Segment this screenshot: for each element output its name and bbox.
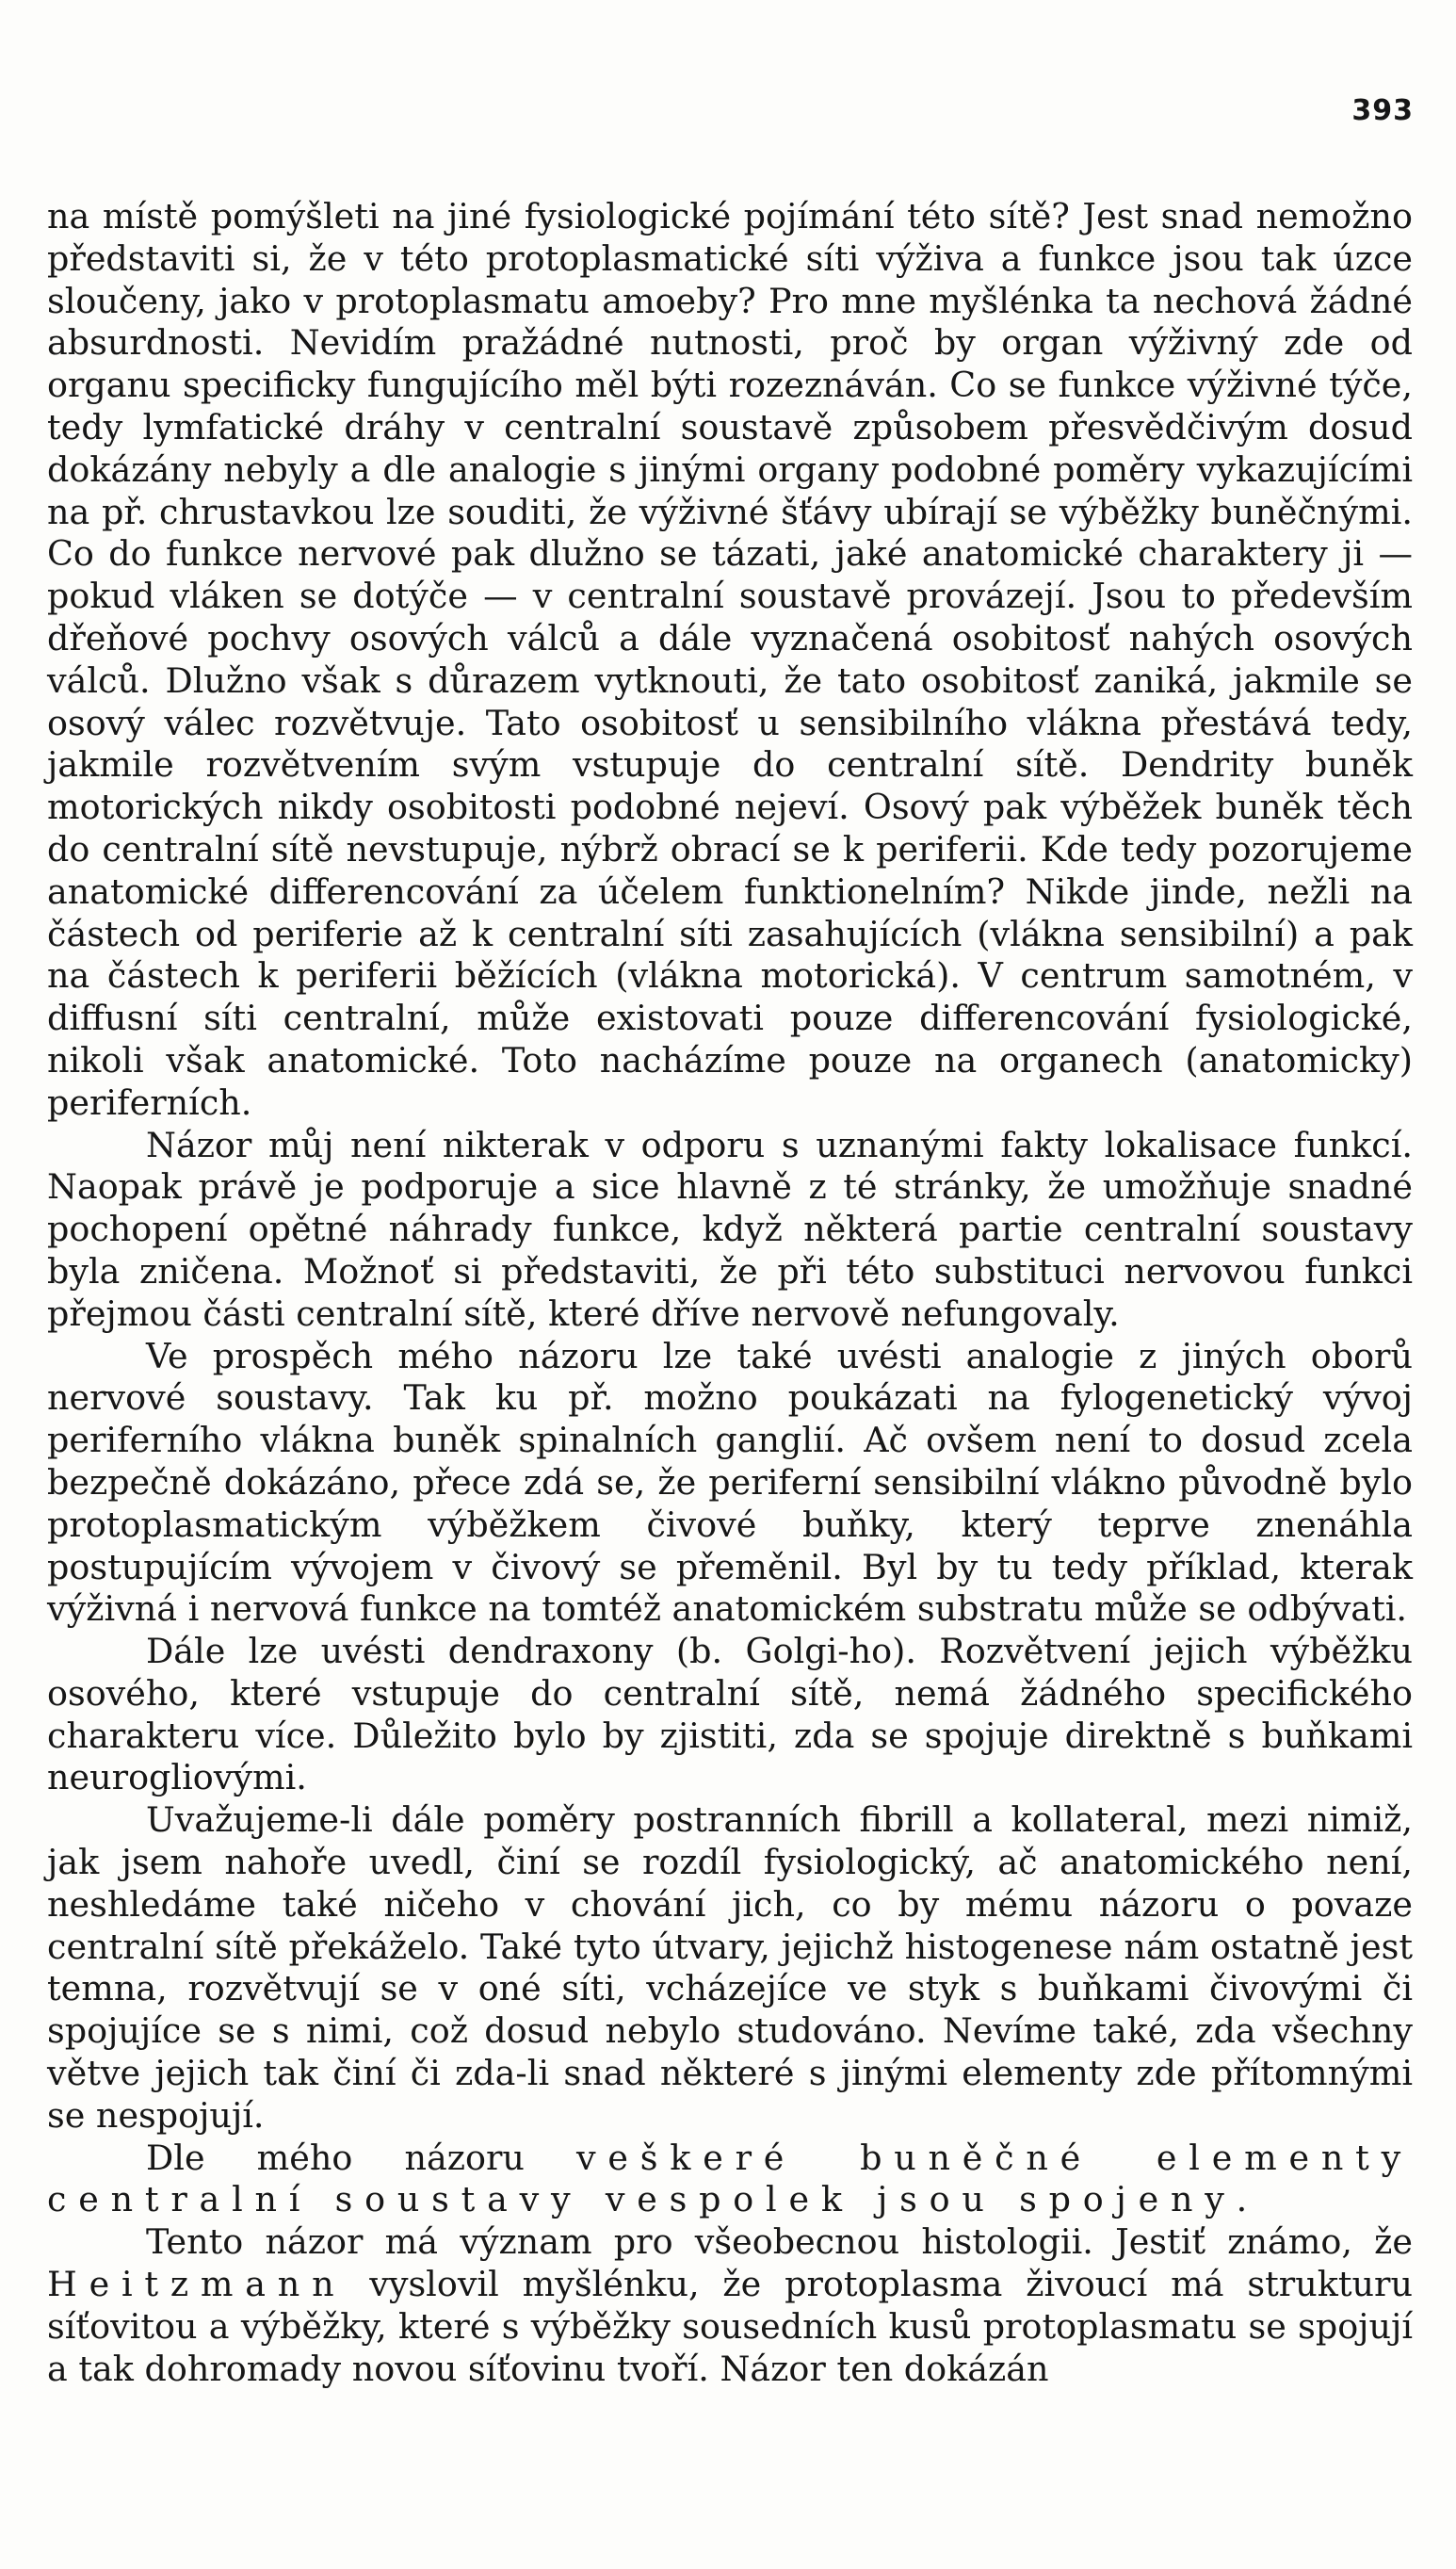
paragraph-text: Dle mého názoru: [146, 2137, 577, 2178]
paragraph-text: .: [1236, 2179, 1248, 2220]
paragraph-text: Názor můj není nikterak v odporu s uznanými fakty lokalisace funkcí. Naopak právě je podporuje a sice hlavně z té stránky, že umožňuje snadné pochopení opětné náhrady funkce, když některá partie centralní soustavy byla zničena. Možnoť si představiti, že při této substituci nervovou funkci přejmou části centralní sítě, které dříve nervově nefungovaly.: [47, 1124, 1413, 1334]
paragraph-text: Tento názor má význam pro všeobecnou histologii. Jestiť známo, že: [146, 2221, 1413, 2263]
paragraph: [47, 1631, 1413, 1799]
paragraph: [47, 1799, 1413, 2137]
paragraph-text: vyslovil myšlénku, že protoplasma živoucí má strukturu síťovitou a výběžky, které s výběžky sousedních kusů protoplasmatu se spojují a tak dohromady novou síťovinu tvoří. Názor ten dokázán: [47, 2264, 1413, 2389]
paragraph-text: na místě pomýšleti na jiné fysiologické pojímání této sítě? Jest snad nemožno představiti si, že v této protoplasmatické síti výživa a funkce jsou tak úzce sloučeny, jako v protoplasmatu amoeby? Pro mne myšlénka ta nechová žádné absurdnosti. Nevidím pražádné nutnosti, proč by organ výživný zde od organu specificky fungujícího měl býti rozeznáván. Co se funkce výživné týče, tedy lymfatické dráhy v centralní soustavě způsobem přesvědčivým dosud dokázány nebyly a dle analogie s jinými organy podobné poměry vykazujícími na př. chrustavkou lze souditi, že výživné šťávy ubírají se výběžky buněčnými. Co do funkce nervové pak dlužno se tázati, jaké anatomické charaktery ji — pokud vláken se dotýče — v centralní soustavě provázejí. Jsou to především dřeňové pochvy osových válců a dále vyznačená osobitosť nahých osových válců. Dlužno však s důrazem vytknouti, že tato osobitosť zaniká, jakmile se osový válec rozvětvuje. Tato osobitosť u sensibilního vlákna přestává tedy, jakmile rozvětvením svým vstupuje do centralní sítě. Dendrity buněk motorických nikdy osobitosti podobné nejeví. Osový pak výběžek buněk těch do centralní sítě nevstupuje, nýbrž obrací se k periferii. Kde tedy pozorujeme anatomické differencování za účelem funktionelním? Nikde jinde, nežli na částech od periferie až k centralní síti zasahujících (vlákna sensibilní) a pak na částech k periferii běžících (vlákna motorická). V centrum samotném, v diffusní síti centralní, může existovati pouze differencování fysiologické, nikoli však anatomické. Toto nacházíme pouze na organech (anatomicky) periferních.: [47, 196, 1413, 1123]
paragraph-text: Uvažujeme-li dále poměry postranních fibrill a kollateral, mezi nimiž, jak jsem nahoře uvedl, činí se rozdíl fysiologický, ač anatomického není, neshledáme také ničeho v chování jich, co by mému názoru o povaze centralní sítě překáželo. Také tyto útvary, jejichž histogenese nám ostatně jest temna, rozvětvují se v oné síti, vcházejíce ve styk s buňkami čivovými či spojujíce se s nimi, což dosud nebylo studováno. Nevíme také, zda všechny větve jejich tak činí či zda-li snad některé s jinými elementy zde přítomnými se nespojují.: [47, 1799, 1413, 2136]
paragraph-text: Ve prospěch mého názoru lze také uvésti analogie z jiných oborů nervové soustavy. Tak ku př. možno poukázati na fylogenetický vývoj periferního vlákna buněk spinalních ganglií. Ač ovšem není to dosud zcela bezpečně dokázáno, přece zdá se, že periferní sensibilní vlákno původně bylo protoplasmatickým výběžkem čivové buňky, který teprve znenáhla postupujícím vývojem v čivový se přeměnil. Byl by tu tedy příklad, kterak výživná i nervová funkce na tomtéž anatomickém substratu může se odbývati.: [47, 1335, 1413, 1630]
paragraph: [47, 1336, 1413, 1632]
emphasized-spaced-text: veškeré buněčné elementy centralní soustavy vespolek jsou spojeny: [47, 2137, 1414, 2220]
body-text: [47, 196, 1413, 2390]
paragraph: [47, 2221, 1413, 2390]
paragraph: [47, 2138, 1413, 2222]
emphasized-author-name: Heitzmann: [47, 2264, 347, 2305]
paragraph-text: Dále lze uvésti dendraxony (b. Golgi-ho). Rozvětvení jejich výběžku osového, které vstupuje do centralní sítě, nemá žádného specifického charakteru více. Důležito bylo by zjistiti, zda se spojuje direktně s buňkami neurogliovými.: [47, 1631, 1413, 1798]
paragraph: [47, 196, 1413, 1125]
paragraph: [47, 1125, 1413, 1336]
page-number: 393: [1351, 94, 1414, 127]
